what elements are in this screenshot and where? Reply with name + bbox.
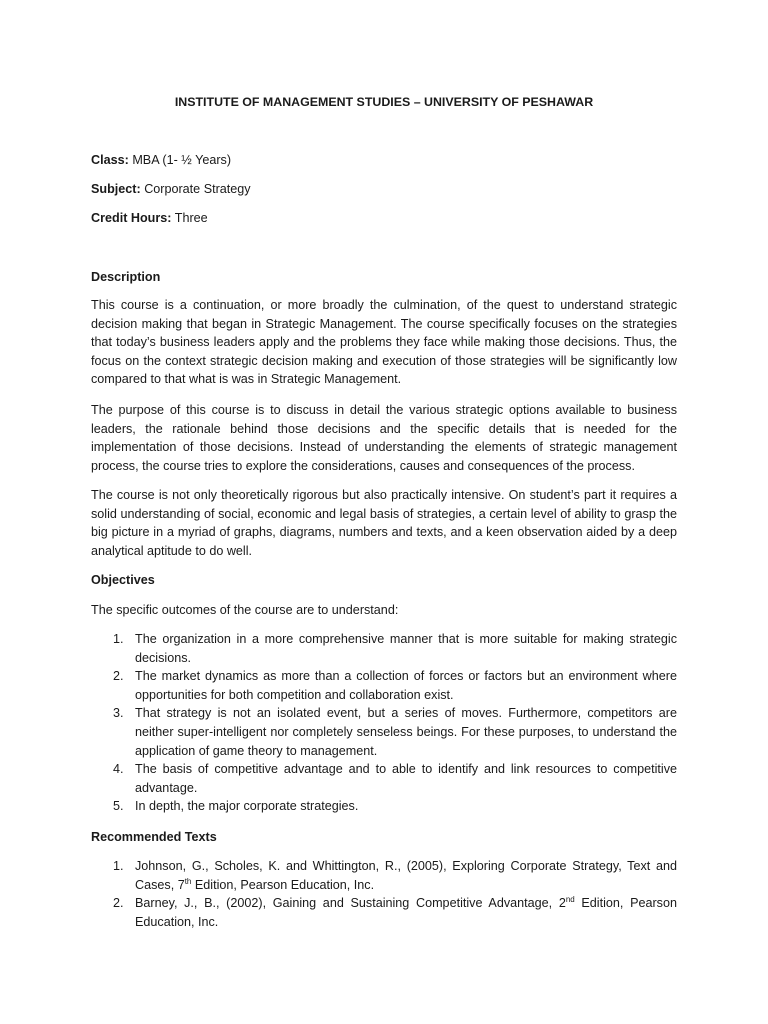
class-line [91,151,231,170]
credit-hours-value: Three [174,211,208,225]
description-paragraph-1: This course is a continuation, or more broadly the culmination, of the quest to understand strategic decision making that began in Strategic Management. The course specifically focuses on the strategies that today’s business leaders apply and the problems they face while making those decisions. Thus, the focus on the context strategic decision making and execution of those strategies will be significantly low compared to that what is was in Strategic Management. [91,298,677,387]
recommended-texts-list [91,857,677,931]
list-item: 1. Johnson, G., Scholes, K. and Whittington, R., (2005), Exploring Corporate Strategy, Text and Cases, 7th Edition, Pearson Education, Inc. [113,859,677,892]
credit-hours-line [91,209,208,228]
list-item: 2. The market dynamics as more than a collection of forces or factors but an environment where opportunities for both competition and collaboration exist. [113,669,677,702]
objectives-list [91,630,677,816]
description-paragraph-3: The course is not only theoretically rigorous but also practically intensive. On student’s part it requires a solid understanding of social, economic and legal basis of strategies, a certain level of ability to grasp the big picture in a myriad of graphs, diagrams, numbers and texts, and a keen observation aided by a deep analytical aptitude to do well. [91,488,677,558]
recommended-texts-heading: Recommended Texts [91,830,217,844]
description-paragraph-2: The purpose of this course is to discuss in detail the various strategic options available to business leaders, the rationale behind those decisions and the specific details that is needed for the implementation of those decisions. Instead of understanding the elements of strategic management process, the course tries to explore the considerations, causes and consequences of the process. [91,403,677,473]
list-item: 3. That strategy is not an isolated event, but a series of moves. Furthermore, competitors are neither super-intelligent nor completely senseless beings. For these purposes, to understand the application of game theory to management. [113,706,677,758]
document-title: INSTITUTE OF MANAGEMENT STUDIES – UNIVERSITY OF PESHAWAR [174,95,594,109]
class-label: Class: [91,153,129,167]
list-item: 4. The basis of competitive advantage and to able to identify and link resources to competitive advantage. [113,762,677,795]
objectives-heading: Objectives [91,573,155,587]
subject-label: Subject: [91,182,141,196]
list-item: 2. Barney, J., B., (2002), Gaining and Sustaining Competitive Advantage, 2nd Edition, Pearson Education, Inc. [113,895,677,929]
list-item: 1. The organization in a more comprehensive manner that is more suitable for making strategic decisions. [113,632,677,665]
description-heading: Description [91,270,161,284]
credit-hours-label: Credit Hours: [91,211,172,225]
list-item: 5. In depth, the major corporate strategies. [113,799,359,814]
subject-value: Corporate Strategy [144,182,251,196]
objectives-intro: The specific outcomes of the course are to understand: [91,603,399,617]
subject-line [91,180,251,199]
class-value: MBA (1- ½ Years) [132,153,232,167]
